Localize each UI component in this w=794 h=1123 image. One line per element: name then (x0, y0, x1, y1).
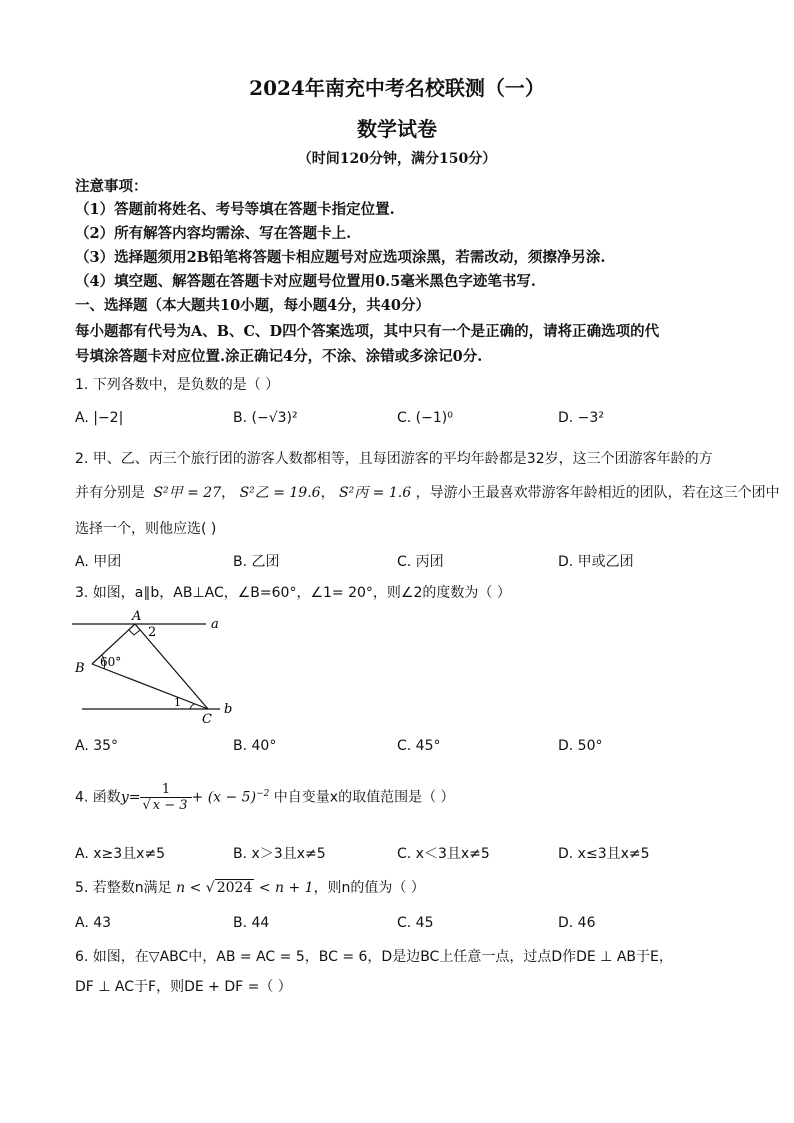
q3-option-d: D. 50° (558, 738, 603, 754)
section-heading: 一、选择题（本大题共10小题，每小题4分，共40分） (75, 297, 430, 314)
question-2-stem-line3: 选择一个，则他应选( ) (75, 521, 217, 537)
q2-option-a: A. 甲团 (75, 554, 122, 570)
question-2-stem-line2: 并有分别是 S²甲 = 27， S²乙 = 19.6， S²丙 = 1.6 ，导游小王最喜欢带游客年龄相近的团队，若在这三个团中 (75, 485, 780, 501)
label-angle-1: 1 (174, 696, 181, 709)
q3-option-b: B. 40° (233, 738, 277, 754)
q3-option-c: C. 45° (397, 738, 441, 754)
question-3-figure (70, 606, 240, 728)
question-6-stem: 6. 如图，在▽ABC中，AB = AC = 5，BC = 6，D是边BC上任意一点，过点D作DE ⊥ AB于E， (75, 949, 673, 965)
question-2-stem: 2. 甲、乙、丙三个旅行团的游客人数都相等，且每团游客的平均年龄都是32岁，这三个团游客年龄的方 (75, 451, 713, 467)
note-item: （3）选择题须用2B铅笔将答题卡相应题号对应选项涂黑，若需改动，须擦净另涂. (75, 249, 606, 266)
q4-option-a: A. x≥3且x≠5 (75, 846, 166, 862)
q5-option-b: B. 44 (233, 915, 270, 931)
segment-ac (135, 624, 208, 709)
q5-option-a: A. 43 (75, 915, 112, 931)
q4-option-c: C. x＜3且x≠5 (397, 846, 490, 862)
q4-option-b: B. x＞3且x≠5 (233, 846, 326, 862)
label-C: C (202, 712, 212, 727)
q2-option-b: B. 乙团 (233, 554, 280, 570)
variance-yi: S²乙 = 19.6 (239, 485, 321, 501)
q2-option-c: C. 丙团 (397, 554, 444, 570)
right-angle-mark (129, 630, 140, 635)
fraction: $\frac{1}{√ x - 3}$ (140, 782, 191, 813)
question-3-stem: 3. 如图，a∥b，AB⊥AC，∠B=60°，∠1= 20°，则∠2的度数为（ ） (75, 585, 511, 601)
label-b: b (224, 702, 233, 717)
q5-option-c: C. 45 (397, 915, 434, 931)
q1-option-d: D. −3² (558, 410, 604, 426)
label-A: A (132, 609, 142, 624)
angle-1-arc (190, 704, 195, 709)
question-6-stem-line2: DF ⊥ AC于F，则DE + DF =（ ） (75, 979, 292, 995)
question-1-stem: 1. 下列各数中，是负数的是（ ） (75, 377, 280, 393)
q1-option-a: A. |−2| (75, 410, 124, 426)
label-angle-2: 2 (148, 625, 157, 640)
question-4-stem: 4. 函数y= $\frac{1}{√ x - 3}$ + $(x - 5)^{-2}$ 中自变量x的取值范围是（ ） (75, 782, 455, 813)
exam-title: 2024年南充中考名校联测（一） (249, 76, 545, 100)
note-item: （4）填空题、解答题在答题卡对应题号位置用0.5毫米黑色字迹笔书写. (75, 273, 536, 290)
exam-subtitle: 数学试卷 (357, 117, 437, 141)
question-5-stem: 5. 若整数n满足 n < √ 2024 < n + 1，则n的值为（ ） (75, 880, 425, 896)
q2-option-d: D. 甲或乙团 (558, 554, 634, 570)
label-a: a (211, 617, 219, 632)
section-instructions: 每小题都有代号为A、B、C、D四个答案选项，其中只有一个是正确的，请将正确选项的代 (75, 323, 660, 340)
time-info: （时间120分钟，满分150分） (297, 151, 497, 167)
q3-option-a: A. 35° (75, 738, 119, 754)
note-item: （2）所有解答内容均需涂、写在答题卡上. (75, 225, 352, 242)
label-B: B (75, 661, 85, 676)
q5-option-d: D. 46 (558, 915, 596, 931)
section-instructions: 号填涂答题卡对应位置.涂正确记4分，不涂、涂错或多涂记0分. (75, 348, 483, 365)
segment-bc (92, 664, 208, 709)
note-item: （1）答题前将姓名、考号等填在答题卡指定位置. (75, 201, 395, 218)
notes-heading: 注意事项： (75, 178, 148, 195)
variance-bing: S²丙 = 1.6 (339, 485, 412, 501)
variance-jia: S²甲 = 27 (153, 485, 222, 501)
q1-option-b: B. (−√3)² (233, 410, 298, 426)
label-angle-b: 60° (100, 655, 122, 669)
q4-option-d: D. x≤3且x≠5 (558, 846, 650, 862)
q1-option-c: C. (−1)⁰ (397, 410, 453, 426)
